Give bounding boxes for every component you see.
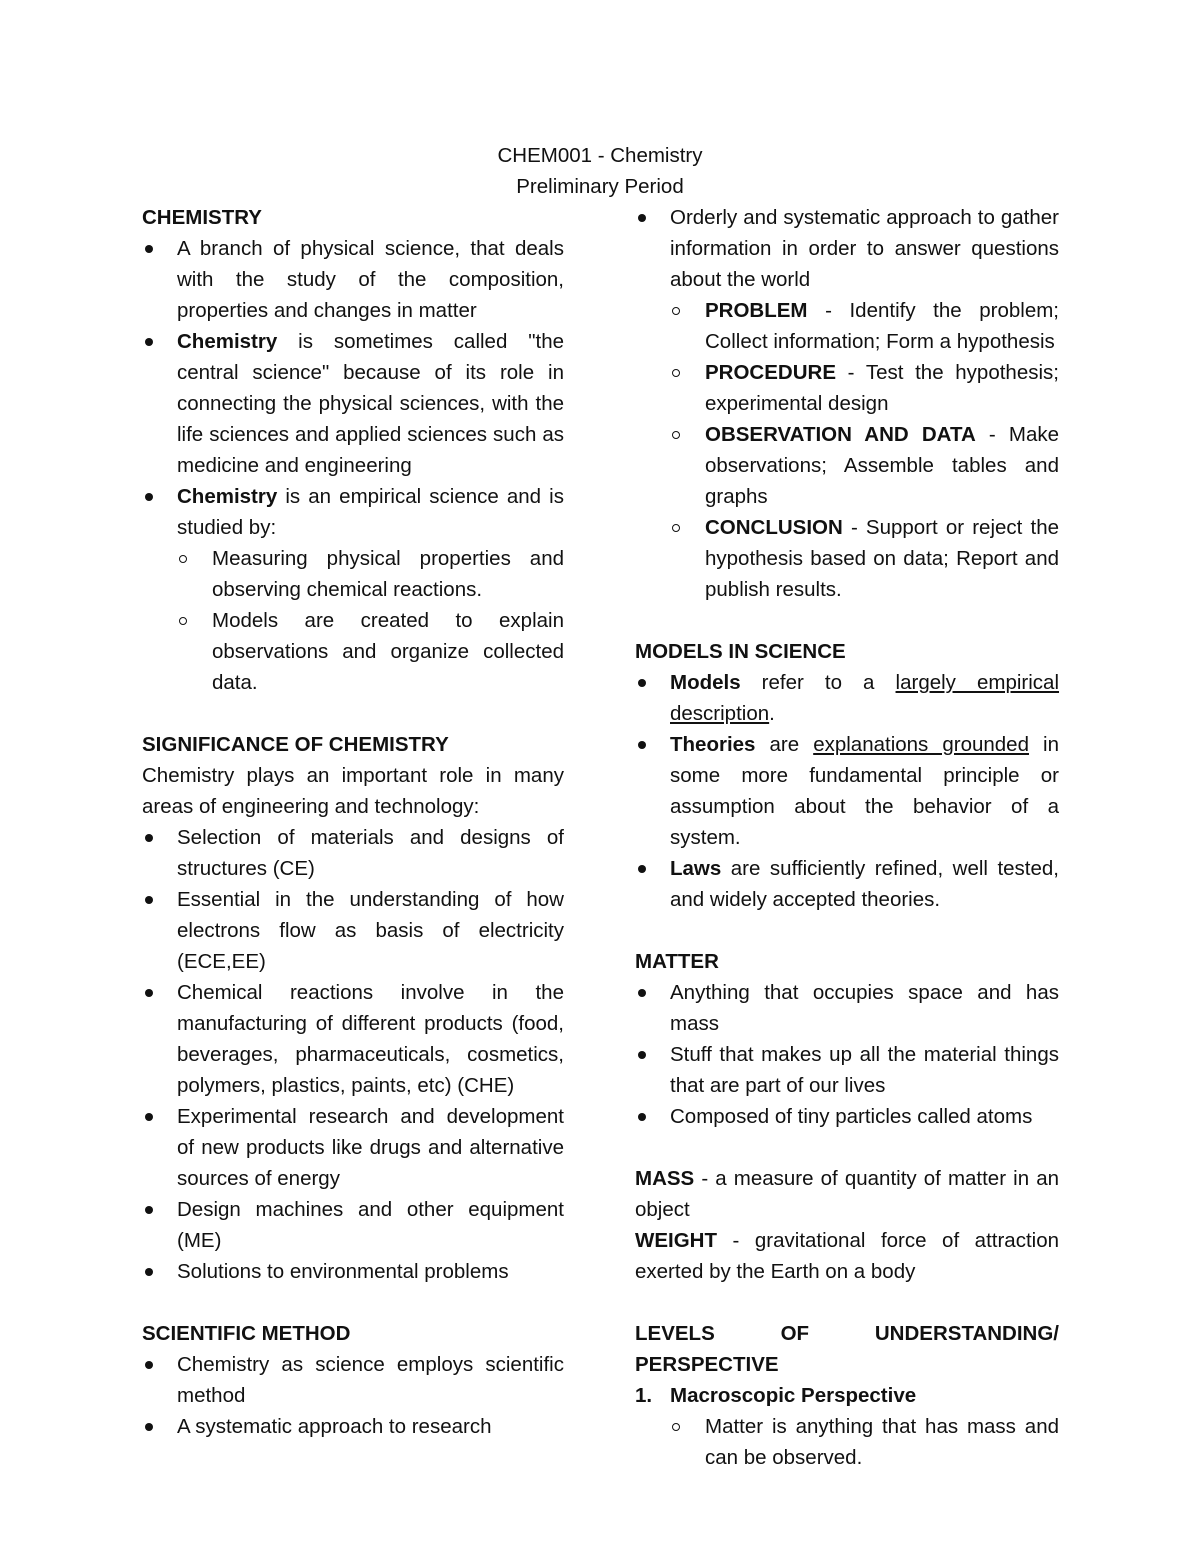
keyword: CONCLUSION [705, 516, 843, 539]
item-label: Macroscopic Perspective [670, 1384, 917, 1407]
models-list [635, 667, 1059, 915]
period-title: Preliminary Period [516, 175, 684, 198]
section-heading-matter: MATTER [635, 950, 719, 973]
list-item: Experimental research and development of new products like drugs and alternative sources of energy [142, 1101, 564, 1194]
keyword: Laws [670, 857, 722, 880]
list-item: Chemistry is sometimes called "the central science" because of its role in connecting the physical sciences, with the life sciences and applied sciences such as medicine and engineering [142, 326, 564, 481]
list-item: Selection of materials and designs of structures (CE) [142, 822, 564, 884]
underlined-phrase: explanations grounded [813, 733, 1029, 756]
list-item: Essential in the understanding of how electrons flow as basis of electricity (ECE,EE) [142, 884, 564, 977]
matter-list [635, 977, 1059, 1132]
list-item: Chemistry as science employs scientific method [142, 1349, 564, 1411]
keyword: WEIGHT [635, 1229, 717, 1252]
significance-intro: Chemistry plays an important role in many areas of engineering and technology: [142, 764, 564, 818]
scientific-method-list [142, 1349, 564, 1442]
keyword: Theories [670, 733, 756, 756]
section-heading-scientific-method: SCIENTIFIC METHOD [142, 1322, 351, 1345]
keyword: Models [670, 671, 741, 694]
section-heading-significance: SIGNIFICANCE OF CHEMISTRY [142, 733, 449, 756]
list-item: A systematic approach to research [142, 1411, 564, 1442]
list-item: Design machines and other equipment (ME) [142, 1194, 564, 1256]
list-item: Solutions to environmental problems [142, 1256, 564, 1287]
section-heading-chemistry: CHEMISTRY [142, 206, 262, 229]
keyword: PROCEDURE [705, 361, 836, 384]
list-item: Chemical reactions involve in the manufacturing of different products (food, beverages, pharmaceuticals, cosmetics, polymers, plastics, paints, etc) (CHE) [142, 977, 564, 1101]
levels-sub-list [635, 1411, 1059, 1473]
list-item: Stuff that makes up all the material things that are part of our lives [635, 1039, 1059, 1101]
item-number: 1. [635, 1384, 653, 1407]
sub-list-item: PROBLEM - Identify the problem; Collect information; Form a hypothesis [635, 295, 1059, 357]
chemistry-list [142, 233, 564, 698]
course-title: CHEM001 - Chemistry [497, 144, 703, 167]
list-item: Theories are explanations grounded in some more fundamental principle or assumption about the behavior of a system. [635, 729, 1059, 853]
section-heading-levels: LEVELS OF UNDERSTANDING/ PERSPECTIVE [635, 1322, 1059, 1376]
sub-list-item: OBSERVATION AND DATA - Make observations; Assemble tables and graphs [635, 419, 1059, 512]
sub-list-item: Matter is anything that has mass and can be observed. [635, 1411, 1059, 1473]
sub-list-item: Measuring physical properties and observing chemical reactions. [142, 543, 564, 605]
right-column [635, 202, 1059, 1473]
list-item: Models refer to a largely empirical description. [635, 667, 1059, 729]
sub-list-item: CONCLUSION - Support or reject the hypothesis based on data; Report and publish results. [635, 512, 1059, 605]
underlined-phrase: largely empirical description [670, 671, 1060, 725]
section-heading-models: MODELS IN SCIENCE [635, 640, 846, 663]
list-item: A branch of physical science, that deals with the study of the composition, properties and changes in matter [142, 233, 564, 326]
list-item: Laws are sufficiently refined, well tested, and widely accepted theories. [635, 853, 1059, 915]
keyword: Chemistry [177, 330, 278, 353]
document-header [0, 140, 1200, 202]
weight-definition: WEIGHT - gravitational force of attraction exerted by the Earth on a body [635, 1229, 1059, 1283]
numbered-item [635, 1380, 1059, 1411]
list-item: Orderly and systematic approach to gather information in order to answer questions about the world [635, 202, 1059, 295]
list-item: Chemistry is an empirical science and is studied by: [142, 481, 564, 543]
list-item: Anything that occupies space and has mass [635, 977, 1059, 1039]
sub-list-item: Models are created to explain observations and organize collected data. [142, 605, 564, 698]
keyword: MASS [635, 1167, 695, 1190]
keyword: PROBLEM [705, 299, 808, 322]
sub-list-item: PROCEDURE - Test the hypothesis; experimental design [635, 357, 1059, 419]
significance-list [142, 822, 564, 1287]
keyword: Chemistry [177, 485, 278, 508]
list-item: Composed of tiny particles called atoms [635, 1101, 1059, 1132]
scientific-method-continued-list [635, 202, 1059, 605]
keyword: OBSERVATION AND DATA [705, 423, 976, 446]
left-column [142, 202, 564, 1442]
mass-definition: MASS - a measure of quantity of matter in an object [635, 1167, 1059, 1221]
